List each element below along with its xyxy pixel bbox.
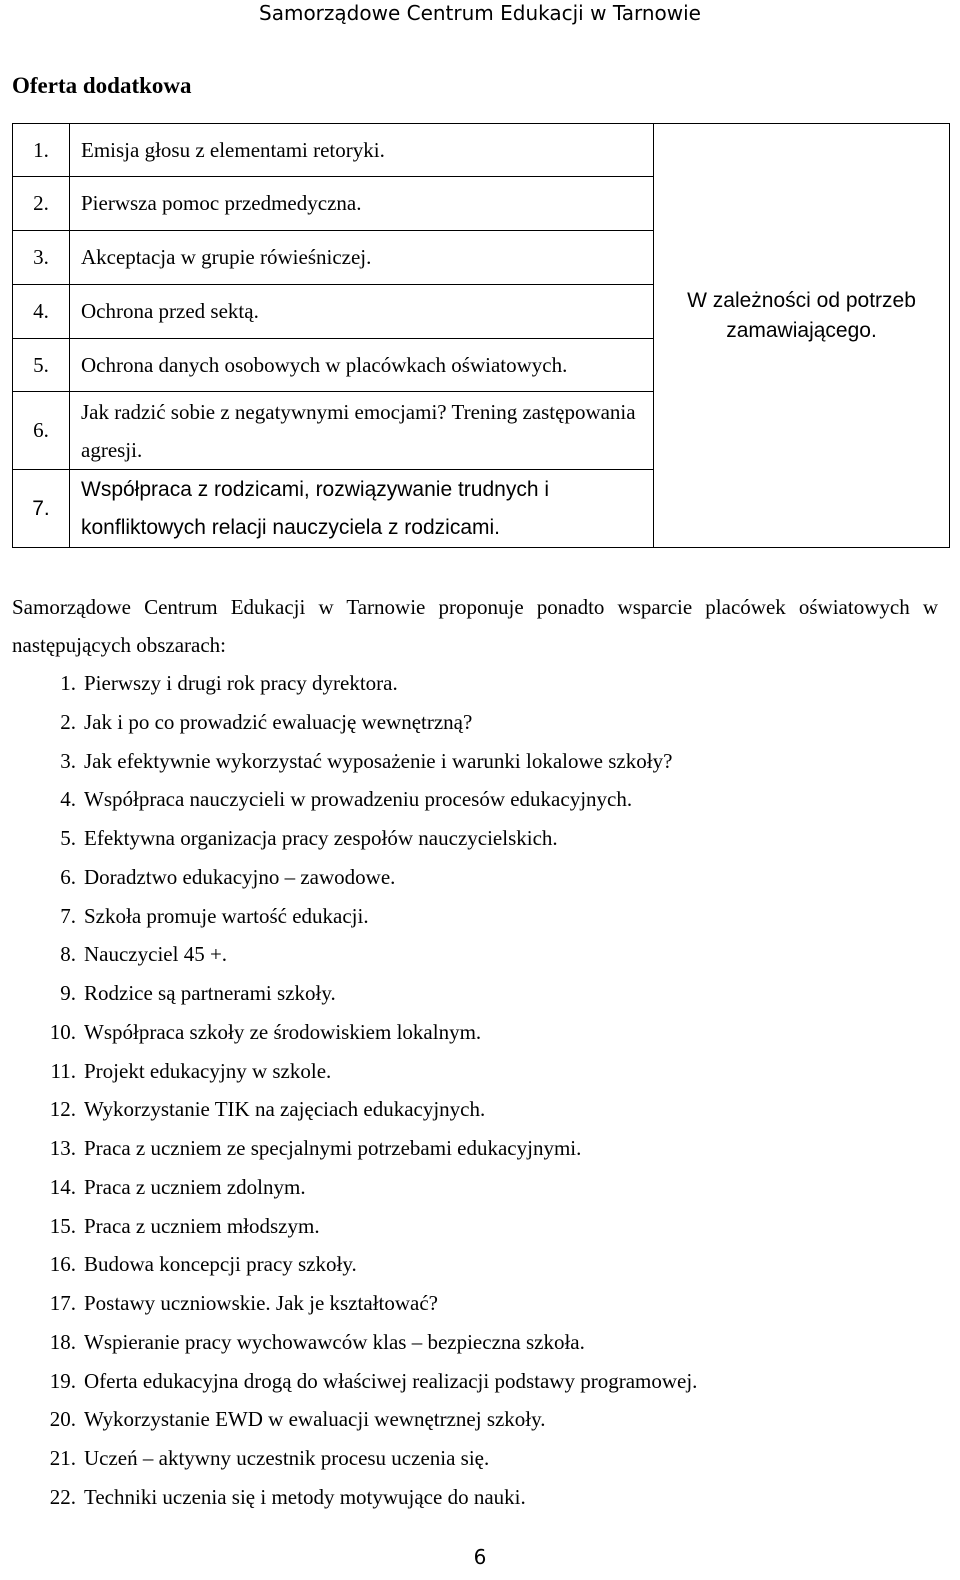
list-item: [0, 1013, 697, 1052]
section-title: Oferta dodatkowa: [12, 73, 192, 98]
row-number: 4.: [13, 285, 70, 339]
list-item: [0, 1284, 697, 1323]
row-topic: Współpraca z rodzicami, rozwiązywanie trudnych i konfliktowych relacji nauczyciela z rodzicami.: [70, 470, 654, 548]
list-number: 21.: [49, 1446, 76, 1470]
offer-table: [12, 123, 950, 548]
list-item: [0, 974, 697, 1013]
list-item: [0, 1323, 697, 1362]
row-number: 2.: [13, 177, 70, 231]
list-text: Jak efektywnie wykorzystać wyposażenie i warunki lokalowe szkoły?: [84, 748, 673, 773]
list-number: 12.: [49, 1097, 76, 1122]
list-text: Jak i po co prowadzić ewaluację wewnętrzną?: [84, 709, 473, 734]
list-item: [0, 1478, 697, 1517]
list-text: Doradztwo edukacyjno – zawodowe.: [84, 864, 396, 889]
list-item: [0, 703, 697, 742]
list-text: Projekt edukacyjny w szkole.: [84, 1058, 332, 1083]
list-number: 9.: [60, 981, 76, 1005]
list-number: 7.: [60, 903, 76, 928]
list-item: [0, 780, 697, 819]
list-text: Nauczyciel 45 +.: [84, 942, 228, 967]
row-number: 6.: [13, 392, 70, 470]
list-number: 22.: [49, 1484, 76, 1509]
list-number: 13.: [49, 1136, 76, 1160]
list-number: 20.: [49, 1407, 76, 1432]
list-item: [0, 935, 697, 974]
row-topic: Emisja głosu z elementami retoryki.: [70, 124, 654, 177]
list-text: Praca z uczniem zdolnym.: [84, 1174, 306, 1199]
list-item: [0, 1052, 697, 1091]
row-topic: Ochrona danych osobowych w placówkach oświatowych.: [70, 339, 654, 392]
list-item: [0, 897, 697, 936]
list-number: 17.: [49, 1291, 76, 1315]
list-text: Szkoła promuje wartość edukacji.: [84, 903, 369, 928]
table-row: [13, 124, 950, 177]
list-item: [0, 664, 697, 703]
list-number: 11.: [50, 1058, 76, 1083]
list-text: Uczeń – aktywny uczestnik procesu uczenia się.: [84, 1446, 490, 1470]
list-text: Oferta edukacyjna drogą do właściwej realizacji podstawy programowej.: [84, 1368, 698, 1393]
list-text: Rodzice są partnerami szkoły.: [84, 981, 336, 1005]
list-item: [0, 1090, 697, 1129]
list-item: [0, 858, 697, 897]
list-number: 10.: [49, 1019, 76, 1044]
list-text: Efektywna organizacja pracy zespołów nauczycielskich.: [84, 826, 558, 850]
list-item: [0, 819, 697, 858]
list-number: 1.: [60, 671, 76, 695]
list-item: [0, 1439, 697, 1478]
list-text: Współpraca nauczycieli w prowadzeniu procesów edukacyjnych.: [84, 787, 633, 812]
row-number: 5.: [13, 339, 70, 392]
availability-note: W zależności od potrzeb zamawiającego.: [654, 124, 950, 548]
list-item: [0, 1400, 697, 1439]
list-number: 14.: [49, 1174, 76, 1199]
row-number: 7.: [13, 470, 70, 548]
support-areas-list: [0, 664, 697, 1517]
list-text: Wspieranie pracy wychowawców klas – bezpieczna szkoła.: [84, 1329, 585, 1354]
page-header: Samorządowe Centrum Edukacji w Tarnowie: [259, 1, 701, 25]
list-number: 15.: [49, 1213, 76, 1238]
row-topic: Ochrona przed sektą.: [70, 285, 654, 339]
list-number: 3.: [60, 748, 76, 773]
list-number: 2.: [60, 709, 76, 734]
page-number: 6: [473, 1545, 487, 1569]
list-text: Techniki uczenia się i metody motywujące do nauki.: [84, 1484, 526, 1509]
list-number: 5.: [60, 826, 76, 850]
list-text: Pierwszy i drugi rok pracy dyrektora.: [84, 671, 398, 695]
list-text: Postawy uczniowskie. Jak je kształtować?: [84, 1291, 438, 1315]
intro-paragraph: Samorządowe Centrum Edukacji w Tarnowie proponuje ponadto wsparcie placówek oświatowych w następujących obszarach:: [12, 595, 938, 657]
row-topic: Akceptacja w grupie rówieśniczej.: [70, 231, 654, 285]
list-text: Praca z uczniem młodszym.: [84, 1213, 320, 1238]
list-item: [0, 1207, 697, 1246]
row-topic: Pierwsza pomoc przedmedyczna.: [70, 177, 654, 231]
list-text: Wykorzystanie EWD w ewaluacji wewnętrznej szkoły.: [84, 1407, 546, 1432]
list-number: 18.: [49, 1329, 76, 1354]
list-number: 16.: [49, 1252, 76, 1277]
list-item: [0, 742, 697, 781]
row-topic: Jak radzić sobie z negatywnymi emocjami? Trening zastępowania agresji.: [70, 392, 654, 470]
list-number: 4.: [60, 787, 76, 812]
row-number: 3.: [13, 231, 70, 285]
list-item: [0, 1168, 697, 1207]
list-text: Wykorzystanie TIK na zajęciach edukacyjnych.: [84, 1097, 486, 1122]
list-number: 19.: [49, 1368, 76, 1393]
list-text: Współpraca szkoły ze środowiskiem lokalnym.: [84, 1019, 482, 1044]
list-text: Praca z uczniem ze specjalnymi potrzebami edukacyjnymi.: [84, 1136, 582, 1160]
list-number: 6.: [60, 864, 76, 889]
list-item: [0, 1245, 697, 1284]
list-text: Budowa koncepcji pracy szkoły.: [84, 1252, 357, 1277]
list-item: [0, 1362, 697, 1401]
list-number: 8.: [60, 942, 76, 967]
row-number: 1.: [13, 124, 70, 177]
list-item: [0, 1129, 697, 1168]
